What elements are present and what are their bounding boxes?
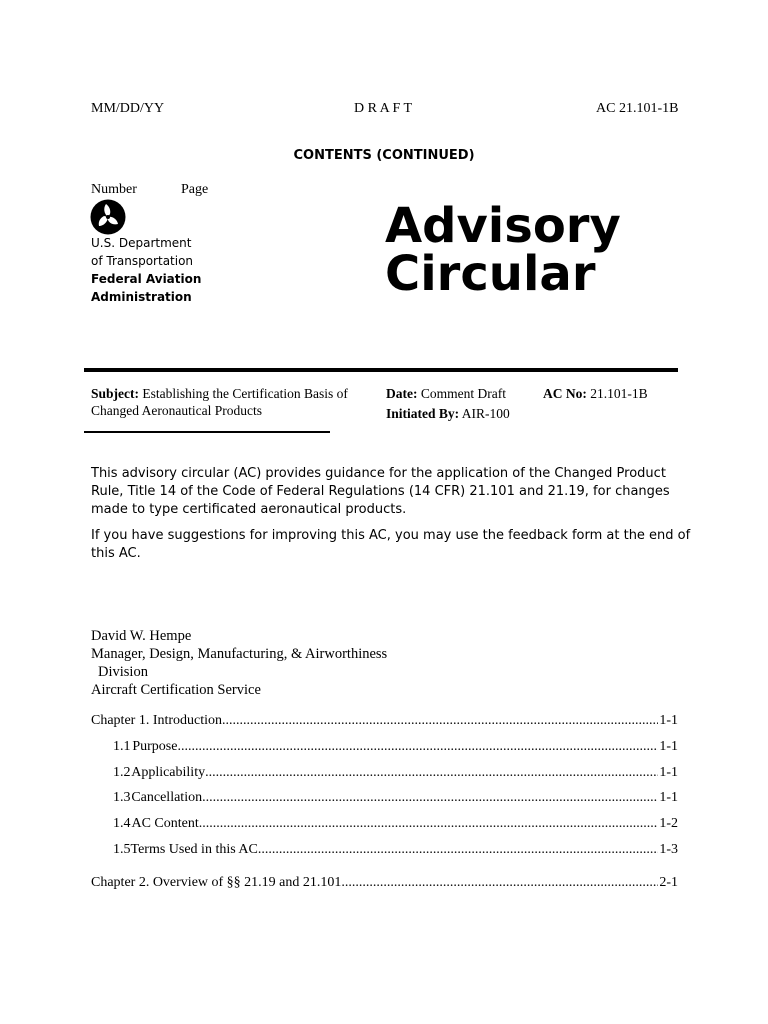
agency-line-1: U.S. Department [91,236,192,250]
toc-number: 1.1 [113,739,131,754]
subject-line-2: Changed Aeronautical Products [91,403,262,418]
body-paragraph-2: If you have suggestions for improving this AC, you may use the feedback form at the end of this AC. [91,528,691,561]
toc-number: 1.5 [113,842,131,857]
divider-thin [84,431,330,433]
toc-number: 1.4 [113,816,131,831]
subject-block [91,385,371,419]
toc-page: 1-3 [659,842,678,857]
title-line-2: Circular [385,246,596,302]
toc-entry[interactable] [91,875,678,895]
toc-leader [177,739,658,755]
toc-entry[interactable] [113,739,678,759]
signature-org: Aircraft Certification Service [91,682,261,698]
subject-label: Subject: [91,386,139,401]
toc-page: 1-1 [659,790,678,805]
toc-page: 1-1 [659,765,678,780]
toc-leader [199,816,659,832]
toc-leader [222,713,658,729]
toc-label: Chapter 1. Introduction [91,713,223,728]
toc-leader [341,875,658,891]
toc-label: Terms Used in this AC [130,842,258,857]
agency-line-4: Administration [91,290,192,304]
toc-label: Cancellation [131,790,203,805]
toc-page: 1-2 [659,816,678,831]
header-date: MM/DD/YY [91,101,165,116]
toc-label: Chapter 2. Overview of §§ 21.19 and 21.101 [91,875,342,890]
initiated-label: Initiated By: [386,406,460,421]
toc-label: AC Content [131,816,199,831]
advisory-circular-title [385,198,621,302]
initiated-value: AIR-100 [461,406,510,421]
toc-entry[interactable] [113,842,678,862]
signature-title-2: Division [98,664,148,680]
dot-triskelion-logo-icon [90,199,126,235]
toc-leader [205,765,658,781]
toc-page: 1-1 [659,713,678,728]
ac-no-field [543,385,648,402]
divider-thick [84,368,678,372]
toc-entry[interactable] [113,816,678,836]
signature-name: David W. Hempe [91,628,192,644]
date-field [386,385,506,402]
column-page: Page [181,182,209,197]
toc-page: 1-1 [659,739,678,754]
ac-no-value: 21.101-1B [590,386,648,401]
agency-line-2: of Transportation [91,254,194,268]
ac-no-label: AC No: [543,386,587,401]
toc-entry[interactable] [113,765,678,785]
toc-leader [202,790,658,806]
body-paragraph-1: This advisory circular (AC) provides guidance for the application of the Changed Product Rule, Title 14 of the Code of Federal Regulations (14 CFR) 21.101 and 21.19, for changes made to type certificated aeronautical products. [91,466,670,517]
header-ac-number: AC 21.101-1B [596,101,679,116]
title-line-1: Advisory [385,198,621,254]
signature-title-1: Manager, Design, Manufacturing, & Airworthiness [91,646,388,662]
toc-number: 1.2 [113,765,131,780]
toc-page: 2-1 [659,875,678,890]
agency-line-3: Federal Aviation [91,272,202,286]
toc-leader [258,842,658,858]
toc-label: Applicability [131,765,206,780]
toc-entry[interactable] [91,713,678,733]
contents-heading: CONTENTS (CONTINUED) [293,148,475,163]
date-label: Date: [386,386,418,401]
date-value: Comment Draft [420,386,506,401]
header-draft: D R A F T [354,101,413,116]
initiated-by-field [386,405,510,422]
toc-label: Purpose [132,739,178,754]
toc-number: 1.3 [113,790,131,805]
column-number: Number [91,182,137,197]
toc-entry[interactable] [113,790,678,810]
subject-line-1: Establishing the Certification Basis of [142,386,348,401]
